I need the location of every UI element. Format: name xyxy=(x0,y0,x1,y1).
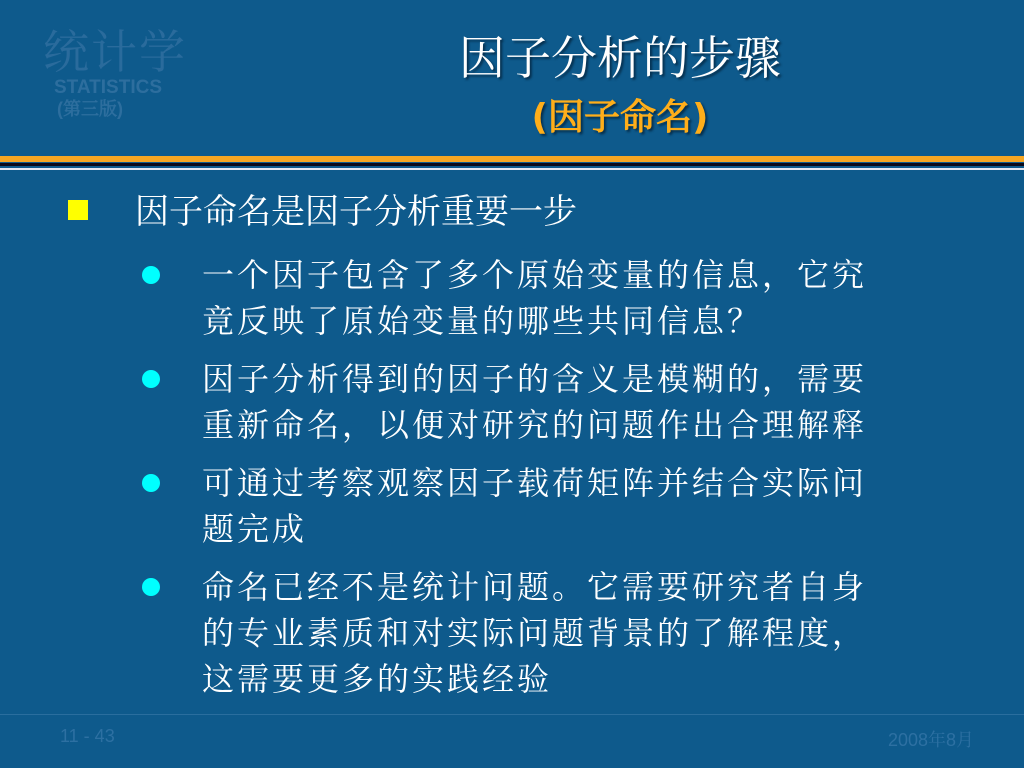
list-item-line: 可通过考察观察因子载荷矩阵并结合实际问 xyxy=(202,464,868,502)
slide-subtitle: (因子命名) xyxy=(531,97,709,138)
list-item-text xyxy=(202,356,992,448)
list-item-line: 这需要更多的实践经验 xyxy=(202,660,553,698)
list-item-line: 重新命名，以便对研究的问题作出合理解释 xyxy=(202,406,868,444)
list-item-text xyxy=(202,460,992,552)
circle-bullet-icon xyxy=(142,578,160,596)
logo xyxy=(30,26,200,120)
header-divider-orange xyxy=(0,156,1024,162)
slide-title: 因子分析的步骤 xyxy=(459,31,781,85)
footer-divider xyxy=(0,714,1024,715)
footer-date: 2008年8月 xyxy=(887,730,974,750)
list-item-line: 因子分析得到的因子的含义是模糊的，需要 xyxy=(202,360,868,398)
list-item-line: 竟反映了原始变量的哪些共同信息？ xyxy=(202,302,763,340)
logo-subtitle: STATISTICS xyxy=(53,77,163,98)
list-item-line: 命名已经不是统计问题。它需要研究者自身 xyxy=(202,568,868,606)
circle-bullet-icon xyxy=(142,474,160,492)
list-item-text xyxy=(202,252,992,344)
list-item-line: 一个因子包含了多个原始变量的信息，它究 xyxy=(202,256,868,294)
page-number: 11 - 43 xyxy=(60,726,115,746)
list-item-line: 的专业素质和对实际问题背景的了解程度， xyxy=(202,614,868,652)
circle-bullet-icon xyxy=(142,266,160,284)
list-item-line: 题完成 xyxy=(202,510,308,548)
circle-bullet-icon xyxy=(142,370,160,388)
list-item-text xyxy=(202,564,992,702)
main-heading-text: 因子命名是因子分析重要一步 xyxy=(135,192,577,232)
square-bullet-icon xyxy=(68,200,88,220)
header-divider-thin xyxy=(0,168,1024,170)
header-divider-dark xyxy=(0,163,1024,166)
logo-title: 统计学 xyxy=(43,25,187,79)
logo-edition: (第三版) xyxy=(57,99,123,119)
